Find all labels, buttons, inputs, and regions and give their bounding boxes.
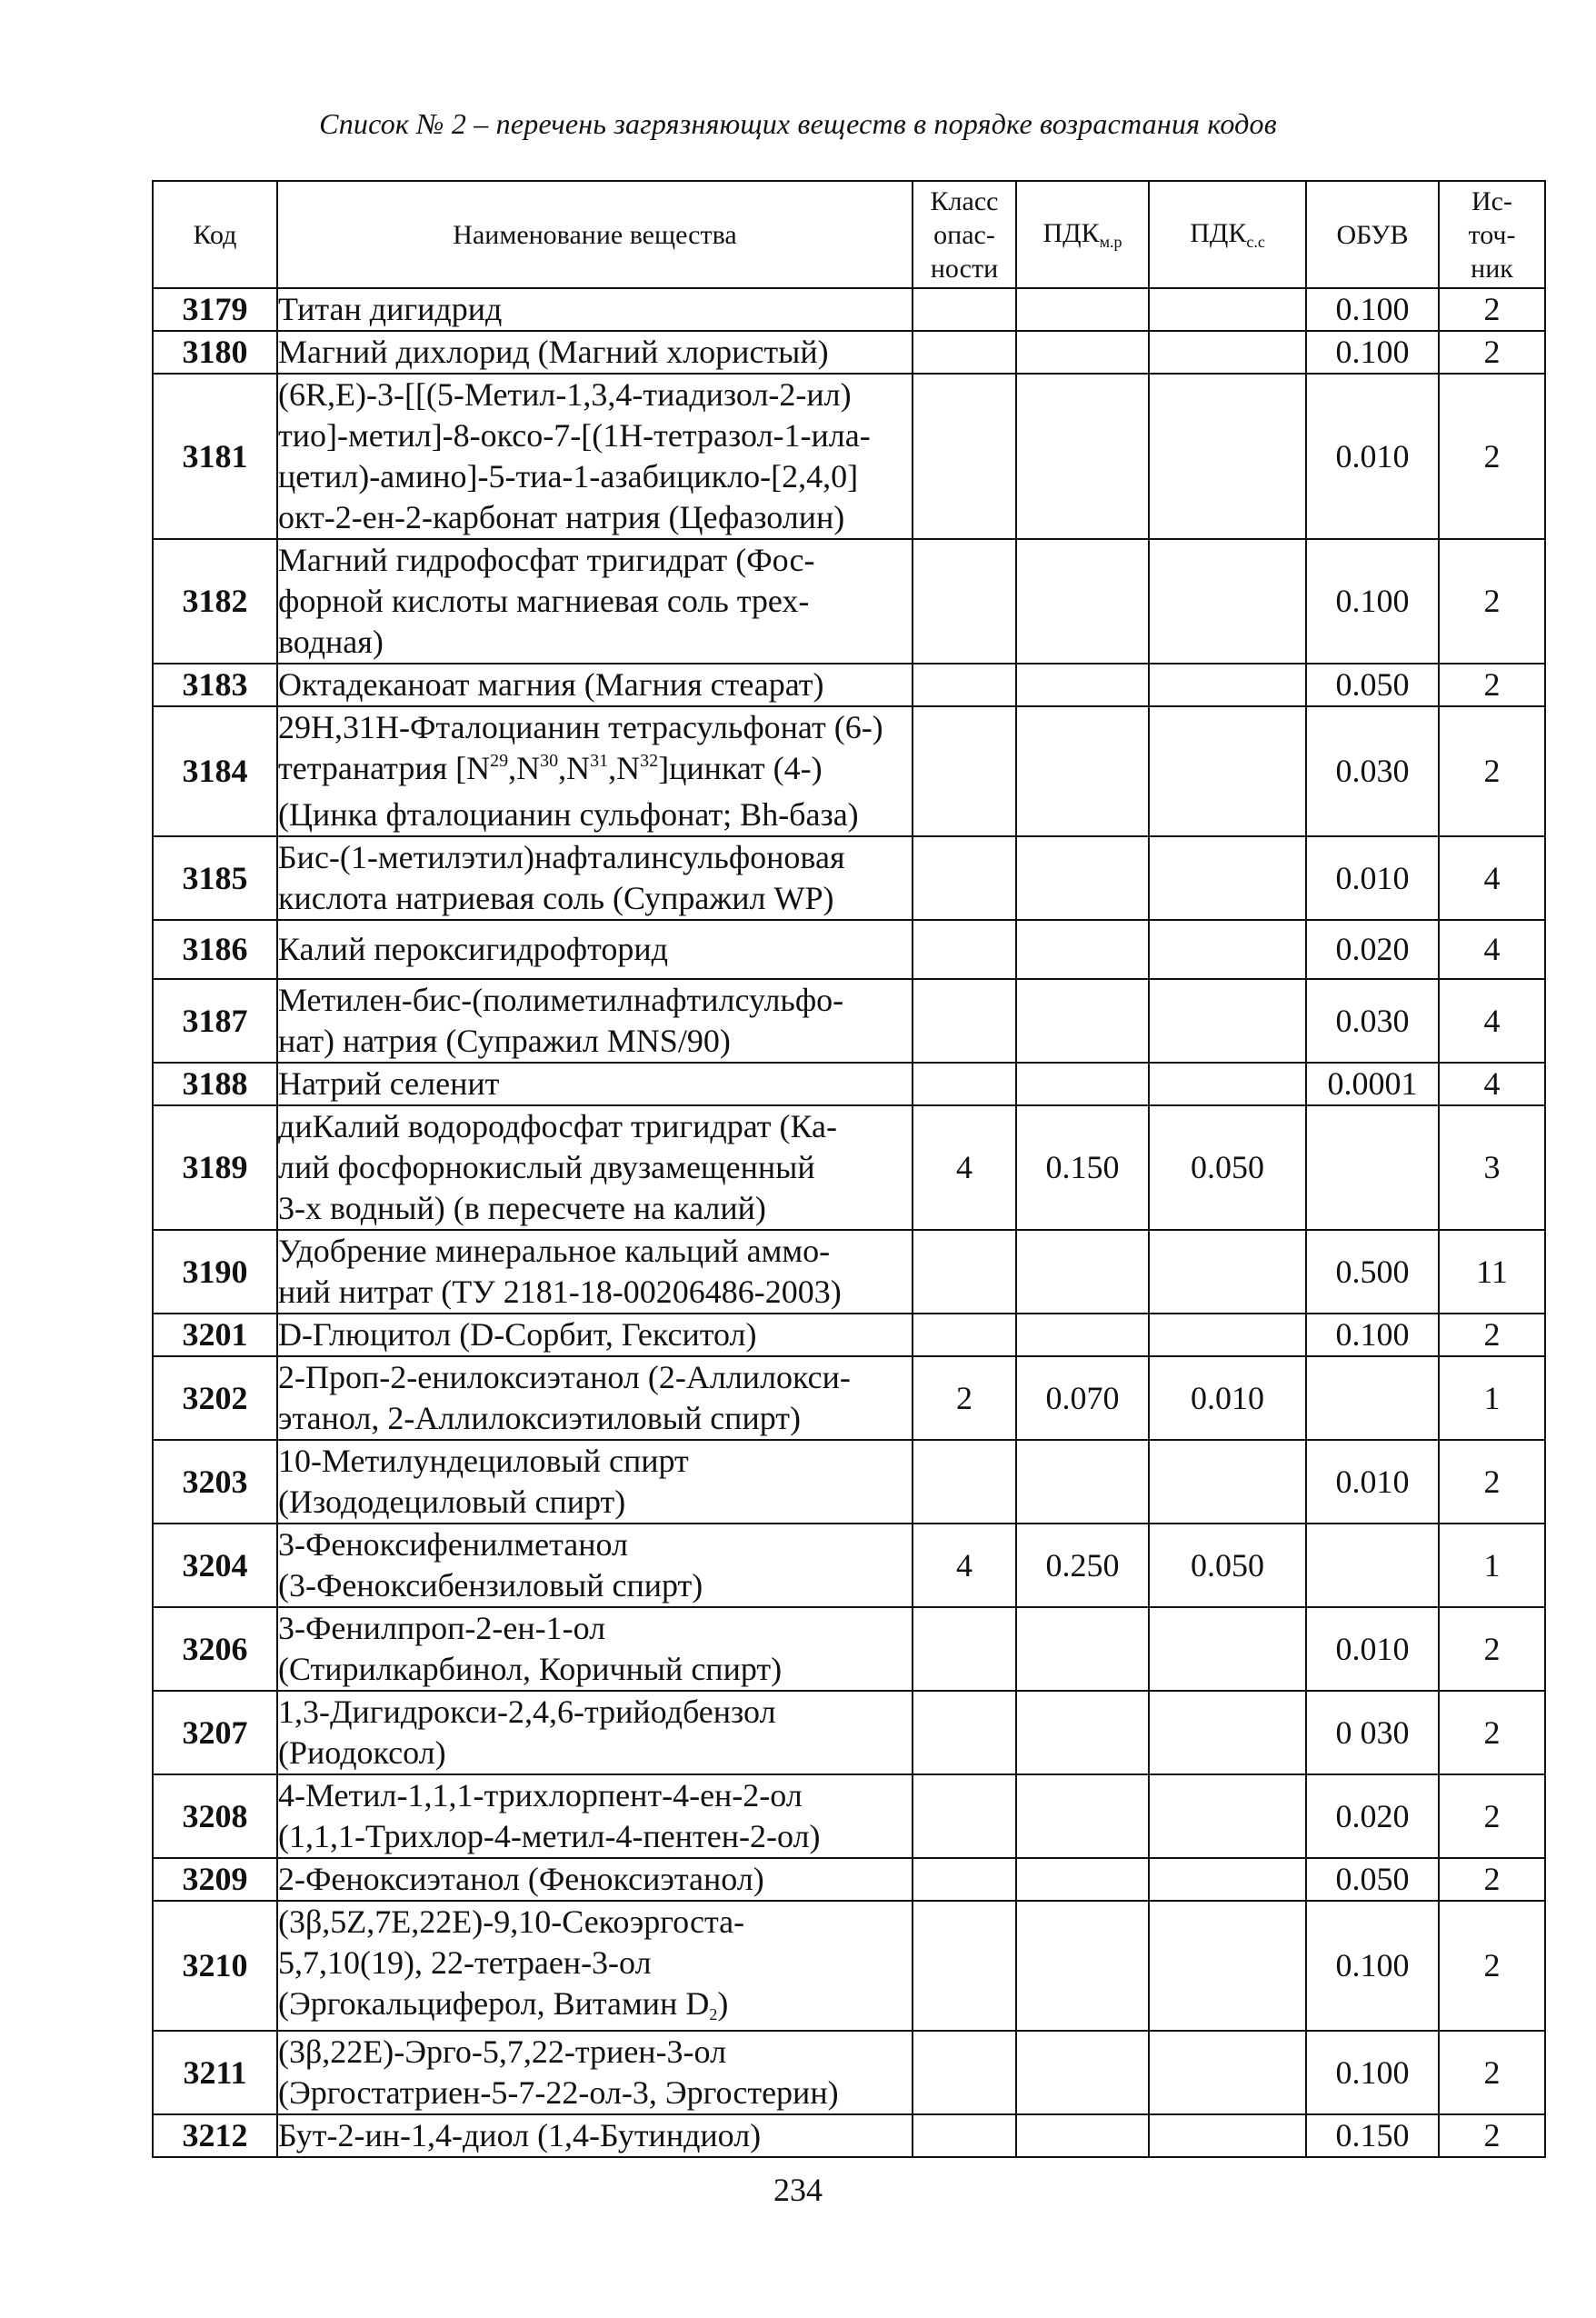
cell-pdk-mr: [1016, 374, 1149, 539]
cell-source: 2: [1439, 1774, 1545, 1858]
cell-name-line: (6R,E)-3-[[(5-Метил-1,3,4-тиадизол-2-ил): [278, 376, 852, 413]
col-header-hazard-class-line: опас-: [933, 219, 995, 250]
cell-code: 3179: [153, 288, 277, 331]
cell-pdk-mr: [1016, 539, 1149, 664]
cell-name: [277, 1356, 913, 1440]
cell-name: [277, 1607, 913, 1691]
cell-obuv: [1306, 1105, 1439, 1230]
cell-pdk-ss: 0.050: [1149, 1105, 1306, 1230]
cell-hazard-class: [913, 1774, 1016, 1858]
cell-name-line: (3-Феноксибензиловый спирт): [278, 1567, 703, 1604]
cell-code: 3203: [153, 1440, 277, 1524]
cell-pdk-ss: [1149, 836, 1306, 920]
cell-name-line: (1,1,1-Трихлор-4-метил-4-пентен-2-ол): [278, 1818, 821, 1854]
col-header-code: Код: [153, 181, 277, 288]
cell-hazard-class: [913, 2114, 1016, 2157]
cell-name: [277, 1901, 913, 2031]
cell-pdk-mr: [1016, 664, 1149, 706]
cell-obuv: 0.100: [1306, 1314, 1439, 1356]
cell-code: 3184: [153, 706, 277, 836]
cell-source: 2: [1439, 2031, 1545, 2114]
cell-pdk-mr: [1016, 1230, 1149, 1314]
cell-name-line: (3β,5Z,7E,22E)-9,10-Секоэргоста-: [278, 1903, 745, 1940]
cell-name: [277, 1314, 913, 1356]
col-header-hazard-class-line: ности: [930, 253, 999, 284]
cell-name-line: Метилен-бис-(полиметилнафтилсульфо-: [278, 982, 844, 1018]
col-header-hazard-class-line: Класс: [930, 185, 999, 216]
cell-code: 3212: [153, 2114, 277, 2157]
table-row: [153, 1607, 1545, 1691]
table-row: [153, 374, 1545, 539]
table-row: [153, 706, 1545, 836]
table-row: [153, 1691, 1545, 1774]
table-row: [153, 1356, 1545, 1440]
cell-pdk-mr: [1016, 1440, 1149, 1524]
cell-source: 2: [1439, 1440, 1545, 1524]
cell-hazard-class: [913, 1691, 1016, 1774]
cell-name-line: Калий пероксигидрофторид: [278, 931, 668, 967]
cell-pdk-mr: [1016, 1063, 1149, 1105]
cell-source: 2: [1439, 1691, 1545, 1774]
cell-pdk-mr: [1016, 1858, 1149, 1901]
table-row: [153, 1524, 1545, 1607]
cell-obuv: 0.100: [1306, 331, 1439, 374]
cell-pdk-mr: [1016, 979, 1149, 1063]
cell-pdk-mr: 0.150: [1016, 1105, 1149, 1230]
cell-source: 4: [1439, 1063, 1545, 1105]
pdk-mr-main: ПДК: [1042, 217, 1100, 248]
cell-code: 3188: [153, 1063, 277, 1105]
cell-name-line: (Стирилкарбинол, Коричный спирт): [278, 1651, 783, 1687]
table-row: [153, 1063, 1545, 1105]
cell-name-line: диКалий водородфосфат тригидрат (Ка-: [278, 1108, 838, 1144]
table-row: [153, 1440, 1545, 1524]
cell-name-line: нат) натрия (Супражил MNS/90): [278, 1023, 731, 1059]
table-body: [153, 288, 1545, 2157]
pdk-ss-subscript: с.с: [1246, 232, 1265, 251]
cell-name-line: (Цинка фталоцианин сульфонат; Bh-база): [278, 796, 859, 833]
cell-obuv: [1306, 1524, 1439, 1607]
cell-obuv: 0.100: [1306, 1901, 1439, 2031]
cell-obuv: 0.010: [1306, 1440, 1439, 1524]
cell-name: [277, 1774, 913, 1858]
cell-source: 11: [1439, 1230, 1545, 1314]
cell-code: 3189: [153, 1105, 277, 1230]
page-title: Список № 2 – перечень загрязняющих веществ в порядке возрастания кодов: [319, 107, 1277, 140]
cell-hazard-class: 4: [913, 1524, 1016, 1607]
cell-name-line: 2-Феноксиэтанол (Феноксиэтанол): [278, 1861, 764, 1897]
cell-name-line: (3β,22E)-Эрго-5,7,22-триен-3-ол: [278, 2033, 727, 2070]
cell-pdk-mr: [1016, 836, 1149, 920]
cell-hazard-class: [913, 920, 1016, 979]
cell-name: [277, 539, 913, 664]
cell-source: 3: [1439, 1105, 1545, 1230]
cell-pdk-ss: [1149, 1063, 1306, 1105]
cell-source: 4: [1439, 979, 1545, 1063]
cell-source: 1: [1439, 1356, 1545, 1440]
col-header-source-line: ник: [1471, 253, 1513, 284]
cell-source: 4: [1439, 836, 1545, 920]
cell-hazard-class: [913, 1607, 1016, 1691]
cell-code: 3187: [153, 979, 277, 1063]
cell-hazard-class: 4: [913, 1105, 1016, 1230]
cell-pdk-ss: 0.010: [1149, 1356, 1306, 1440]
cell-source: 2: [1439, 1858, 1545, 1901]
cell-code: 3208: [153, 1774, 277, 1858]
cell-hazard-class: [913, 706, 1016, 836]
cell-pdk-ss: [1149, 331, 1306, 374]
cell-hazard-class: [913, 1230, 1016, 1314]
cell-name-line: 29Н,31Н-Фталоцианин тетрасульфонат (6-): [278, 709, 883, 745]
cell-name-line: Титан дигидрид: [278, 291, 503, 327]
cell-name: [277, 1691, 913, 1774]
cell-name-line: водная): [278, 624, 384, 660]
cell-name: [277, 664, 913, 706]
cell-pdk-ss: [1149, 374, 1306, 539]
table-row: [153, 539, 1545, 664]
cell-name-line: 5,7,10(19), 22-тетраен-3-ол: [278, 1944, 652, 1981]
cell-hazard-class: [913, 1063, 1016, 1105]
cell-source: 2: [1439, 1607, 1545, 1691]
cell-pdk-ss: [1149, 1314, 1306, 1356]
cell-source: 2: [1439, 1314, 1545, 1356]
cell-name: [277, 374, 913, 539]
col-header-source: [1439, 181, 1545, 288]
cell-obuv: 0.030: [1306, 706, 1439, 836]
cell-source: 1: [1439, 1524, 1545, 1607]
cell-name-line: тио]-метил]-8-оксо-7-[(1Н-тетразол-1-ила-: [278, 417, 871, 454]
cell-name-line: 3-Феноксифенилметанол: [278, 1526, 628, 1563]
cell-pdk-ss: [1149, 920, 1306, 979]
cell-obuv: 0.500: [1306, 1230, 1439, 1314]
cell-pdk-mr: [1016, 2114, 1149, 2157]
col-header-pdk-ss: [1149, 181, 1306, 288]
cell-name: [277, 1524, 913, 1607]
cell-code: 3207: [153, 1691, 277, 1774]
cell-code: 3211: [153, 2031, 277, 2114]
page-number: 234: [773, 2172, 823, 2208]
cell-name-line: 1,3-Дигидрокси-2,4,6-трийодбензол: [278, 1694, 776, 1730]
cell-obuv: 0.050: [1306, 664, 1439, 706]
cell-name-line: Натрий селенит: [278, 1065, 500, 1102]
cell-obuv: 0.010: [1306, 1607, 1439, 1691]
cell-pdk-mr: [1016, 1901, 1149, 2031]
cell-name-line: Октадеканоат магния (Магния стеарат): [278, 666, 824, 703]
cell-code: 3201: [153, 1314, 277, 1356]
cell-name: [277, 2114, 913, 2157]
table-row: [153, 2114, 1545, 2157]
cell-pdk-ss: [1149, 2114, 1306, 2157]
cell-name: [277, 979, 913, 1063]
cell-name-line: (Риодоксол): [278, 1734, 446, 1771]
cell-code: 3204: [153, 1524, 277, 1607]
table-row: [153, 1314, 1545, 1356]
cell-source: 2: [1439, 1901, 1545, 2031]
cell-source: 2: [1439, 288, 1545, 331]
col-header-source-line: точ-: [1468, 219, 1516, 250]
table-row: [153, 2031, 1545, 2114]
cell-pdk-mr: [1016, 706, 1149, 836]
cell-obuv: 0.020: [1306, 920, 1439, 979]
cell-pdk-ss: [1149, 2031, 1306, 2114]
cell-name-line: Бут-2-ин-1,4-диол (1,4-Бутиндиол): [278, 2117, 762, 2153]
cell-name-line: 2-Проп-2-енилоксиэтанол (2-Аллилокси-: [278, 1359, 851, 1395]
cell-name-line: цетил)-амино]-5-тиа-1-азабицикло-[2,4,0]: [278, 458, 859, 495]
cell-code: 3209: [153, 1858, 277, 1901]
cell-code: 3186: [153, 920, 277, 979]
cell-name: [277, 836, 913, 920]
table-row: [153, 1858, 1545, 1901]
cell-hazard-class: [913, 664, 1016, 706]
cell-code: 3202: [153, 1356, 277, 1440]
table-row: [153, 288, 1545, 331]
table-row: [153, 1105, 1545, 1230]
cell-source: 2: [1439, 2114, 1545, 2157]
cell-name-line: 4-Метил-1,1,1-трихлорпент-4-ен-2-ол: [278, 1777, 803, 1813]
cell-obuv: 0.150: [1306, 2114, 1439, 2157]
cell-source: 2: [1439, 706, 1545, 836]
col-header-obuv: ОБУВ: [1306, 181, 1439, 288]
cell-hazard-class: [913, 836, 1016, 920]
cell-obuv: 0.050: [1306, 1858, 1439, 1901]
cell-source: 2: [1439, 539, 1545, 664]
pdk-ss-main: ПДК: [1190, 217, 1247, 248]
cell-hazard-class: [913, 539, 1016, 664]
table-row: [153, 836, 1545, 920]
cell-name: [277, 1440, 913, 1524]
table-row: [153, 920, 1545, 979]
cell-name: [277, 706, 913, 836]
cell-name: [277, 1063, 913, 1105]
cell-pdk-ss: [1149, 664, 1306, 706]
cell-pdk-ss: 0.050: [1149, 1524, 1306, 1607]
pdk-mr-subscript: м.р: [1099, 232, 1122, 251]
cell-hazard-class: [913, 1901, 1016, 2031]
cell-name: [277, 920, 913, 979]
cell-pdk-ss: [1149, 1901, 1306, 2031]
cell-obuv: [1306, 1356, 1439, 1440]
cell-source: 4: [1439, 920, 1545, 979]
cell-hazard-class: [913, 374, 1016, 539]
cell-hazard-class: [913, 331, 1016, 374]
cell-obuv: 0.020: [1306, 1774, 1439, 1858]
cell-name: [277, 1105, 913, 1230]
cell-obuv: 0.100: [1306, 288, 1439, 331]
table-row: [153, 331, 1545, 374]
col-header-hazard-class: [913, 181, 1016, 288]
cell-obuv: 0.030: [1306, 979, 1439, 1063]
cell-pdk-mr: [1016, 1774, 1149, 1858]
cell-name-line: форной кислоты магниевая соль трех-: [278, 583, 810, 619]
cell-name-line: окт-2-ен-2-карбонат натрия (Цефазолин): [278, 499, 845, 535]
cell-obuv: 0.0001: [1306, 1063, 1439, 1105]
cell-obuv: 0.010: [1306, 374, 1439, 539]
cell-pdk-mr: [1016, 288, 1149, 331]
cell-name-line: Магний дихлорид (Магний хлористый): [278, 334, 829, 370]
col-header-source-line: Ис-: [1471, 185, 1512, 216]
cell-pdk-mr: [1016, 1607, 1149, 1691]
cell-pdk-ss: [1149, 706, 1306, 836]
cell-pdk-ss: [1149, 1858, 1306, 1901]
cell-pdk-ss: [1149, 1774, 1306, 1858]
cell-pdk-ss: [1149, 288, 1306, 331]
cell-obuv: 0.100: [1306, 2031, 1439, 2114]
cell-code: 3190: [153, 1230, 277, 1314]
cell-pdk-mr: [1016, 331, 1149, 374]
table-row: [153, 1901, 1545, 2031]
cell-pdk-mr: [1016, 2031, 1149, 2114]
cell-name-line: Бис-(1-метилэтил)нафталинсульфоновая: [278, 839, 845, 875]
cell-pdk-mr: 0.250: [1016, 1524, 1149, 1607]
col-header-name: Наименование вещества: [277, 181, 913, 288]
cell-source: 2: [1439, 331, 1545, 374]
cell-name-line: тетранатрия $[N^{29},N^{30},N^{31},N^{32}]цинкат$ (4-): [278, 750, 823, 786]
cell-pdk-ss: [1149, 979, 1306, 1063]
cell-name: [277, 2031, 913, 2114]
cell-hazard-class: [913, 979, 1016, 1063]
cell-pdk-mr: [1016, 1314, 1149, 1356]
cell-hazard-class: [913, 288, 1016, 331]
cell-obuv: 0.100: [1306, 539, 1439, 664]
cell-hazard-class: [913, 1440, 1016, 1524]
cell-hazard-class: [913, 2031, 1016, 2114]
cell-obuv: 0.010: [1306, 836, 1439, 920]
table-row: [153, 1230, 1545, 1314]
cell-code: 3180: [153, 331, 277, 374]
col-header-pdk-mr: [1016, 181, 1149, 288]
table-row: [153, 979, 1545, 1063]
cell-name-line: (Эргокальциферол, Витамин D2): [278, 1985, 729, 2023]
cell-name: [277, 1230, 913, 1314]
cell-code: 3210: [153, 1901, 277, 2031]
cell-name-line: кислота натриевая соль (Супражил WP): [278, 880, 834, 916]
substances-table: [152, 180, 1546, 2158]
cell-pdk-mr: [1016, 1691, 1149, 1774]
cell-pdk-ss: [1149, 1607, 1306, 1691]
cell-name-line: этанол, 2-Аллилоксиэтиловый спирт): [278, 1400, 801, 1436]
cell-name: [277, 1858, 913, 1901]
cell-name-line: ний нитрат (ТУ 2181-18-00206486-2003): [278, 1274, 842, 1310]
cell-pdk-mr: [1016, 920, 1149, 979]
cell-name-line: (Изододециловый спирт): [278, 1484, 626, 1520]
cell-name-line: D-Глюцитол (D-Сорбит, Гекситол): [278, 1316, 757, 1353]
cell-source: 2: [1439, 664, 1545, 706]
cell-code: 3183: [153, 664, 277, 706]
cell-code: 3182: [153, 539, 277, 664]
cell-pdk-ss: [1149, 539, 1306, 664]
cell-name-line: 3-х водный) (в пересчете на калий): [278, 1190, 766, 1226]
cell-pdk-ss: [1149, 1440, 1306, 1524]
cell-name: [277, 331, 913, 374]
cell-name-line: 10-Метилундециловый спирт: [278, 1443, 689, 1479]
cell-pdk-ss: [1149, 1230, 1306, 1314]
cell-hazard-class: [913, 1858, 1016, 1901]
cell-pdk-ss: [1149, 1691, 1306, 1774]
table-row: [153, 664, 1545, 706]
cell-code: 3185: [153, 836, 277, 920]
cell-name-line: (Эргостатриен-5-7-22-ол-3, Эргостерин): [278, 2074, 839, 2111]
cell-obuv: 0 030: [1306, 1691, 1439, 1774]
cell-hazard-class: [913, 1314, 1016, 1356]
cell-name-line: лий фосфорнокислый двузамещенный: [278, 1149, 815, 1185]
cell-name-line: Удобрение минеральное кальций аммо-: [278, 1233, 831, 1269]
cell-code: 3181: [153, 374, 277, 539]
cell-pdk-mr: 0.070: [1016, 1356, 1149, 1440]
cell-source: 2: [1439, 374, 1545, 539]
table-header-row: [153, 181, 1545, 288]
cell-name-line: Магний гидрофосфат тригидрат (Фос-: [278, 542, 815, 578]
cell-name-line: 3-Фенилпроп-2-ен-1-ол: [278, 1610, 606, 1646]
cell-code: 3206: [153, 1607, 277, 1691]
cell-hazard-class: 2: [913, 1356, 1016, 1440]
table-row: [153, 1774, 1545, 1858]
cell-name: [277, 288, 913, 331]
